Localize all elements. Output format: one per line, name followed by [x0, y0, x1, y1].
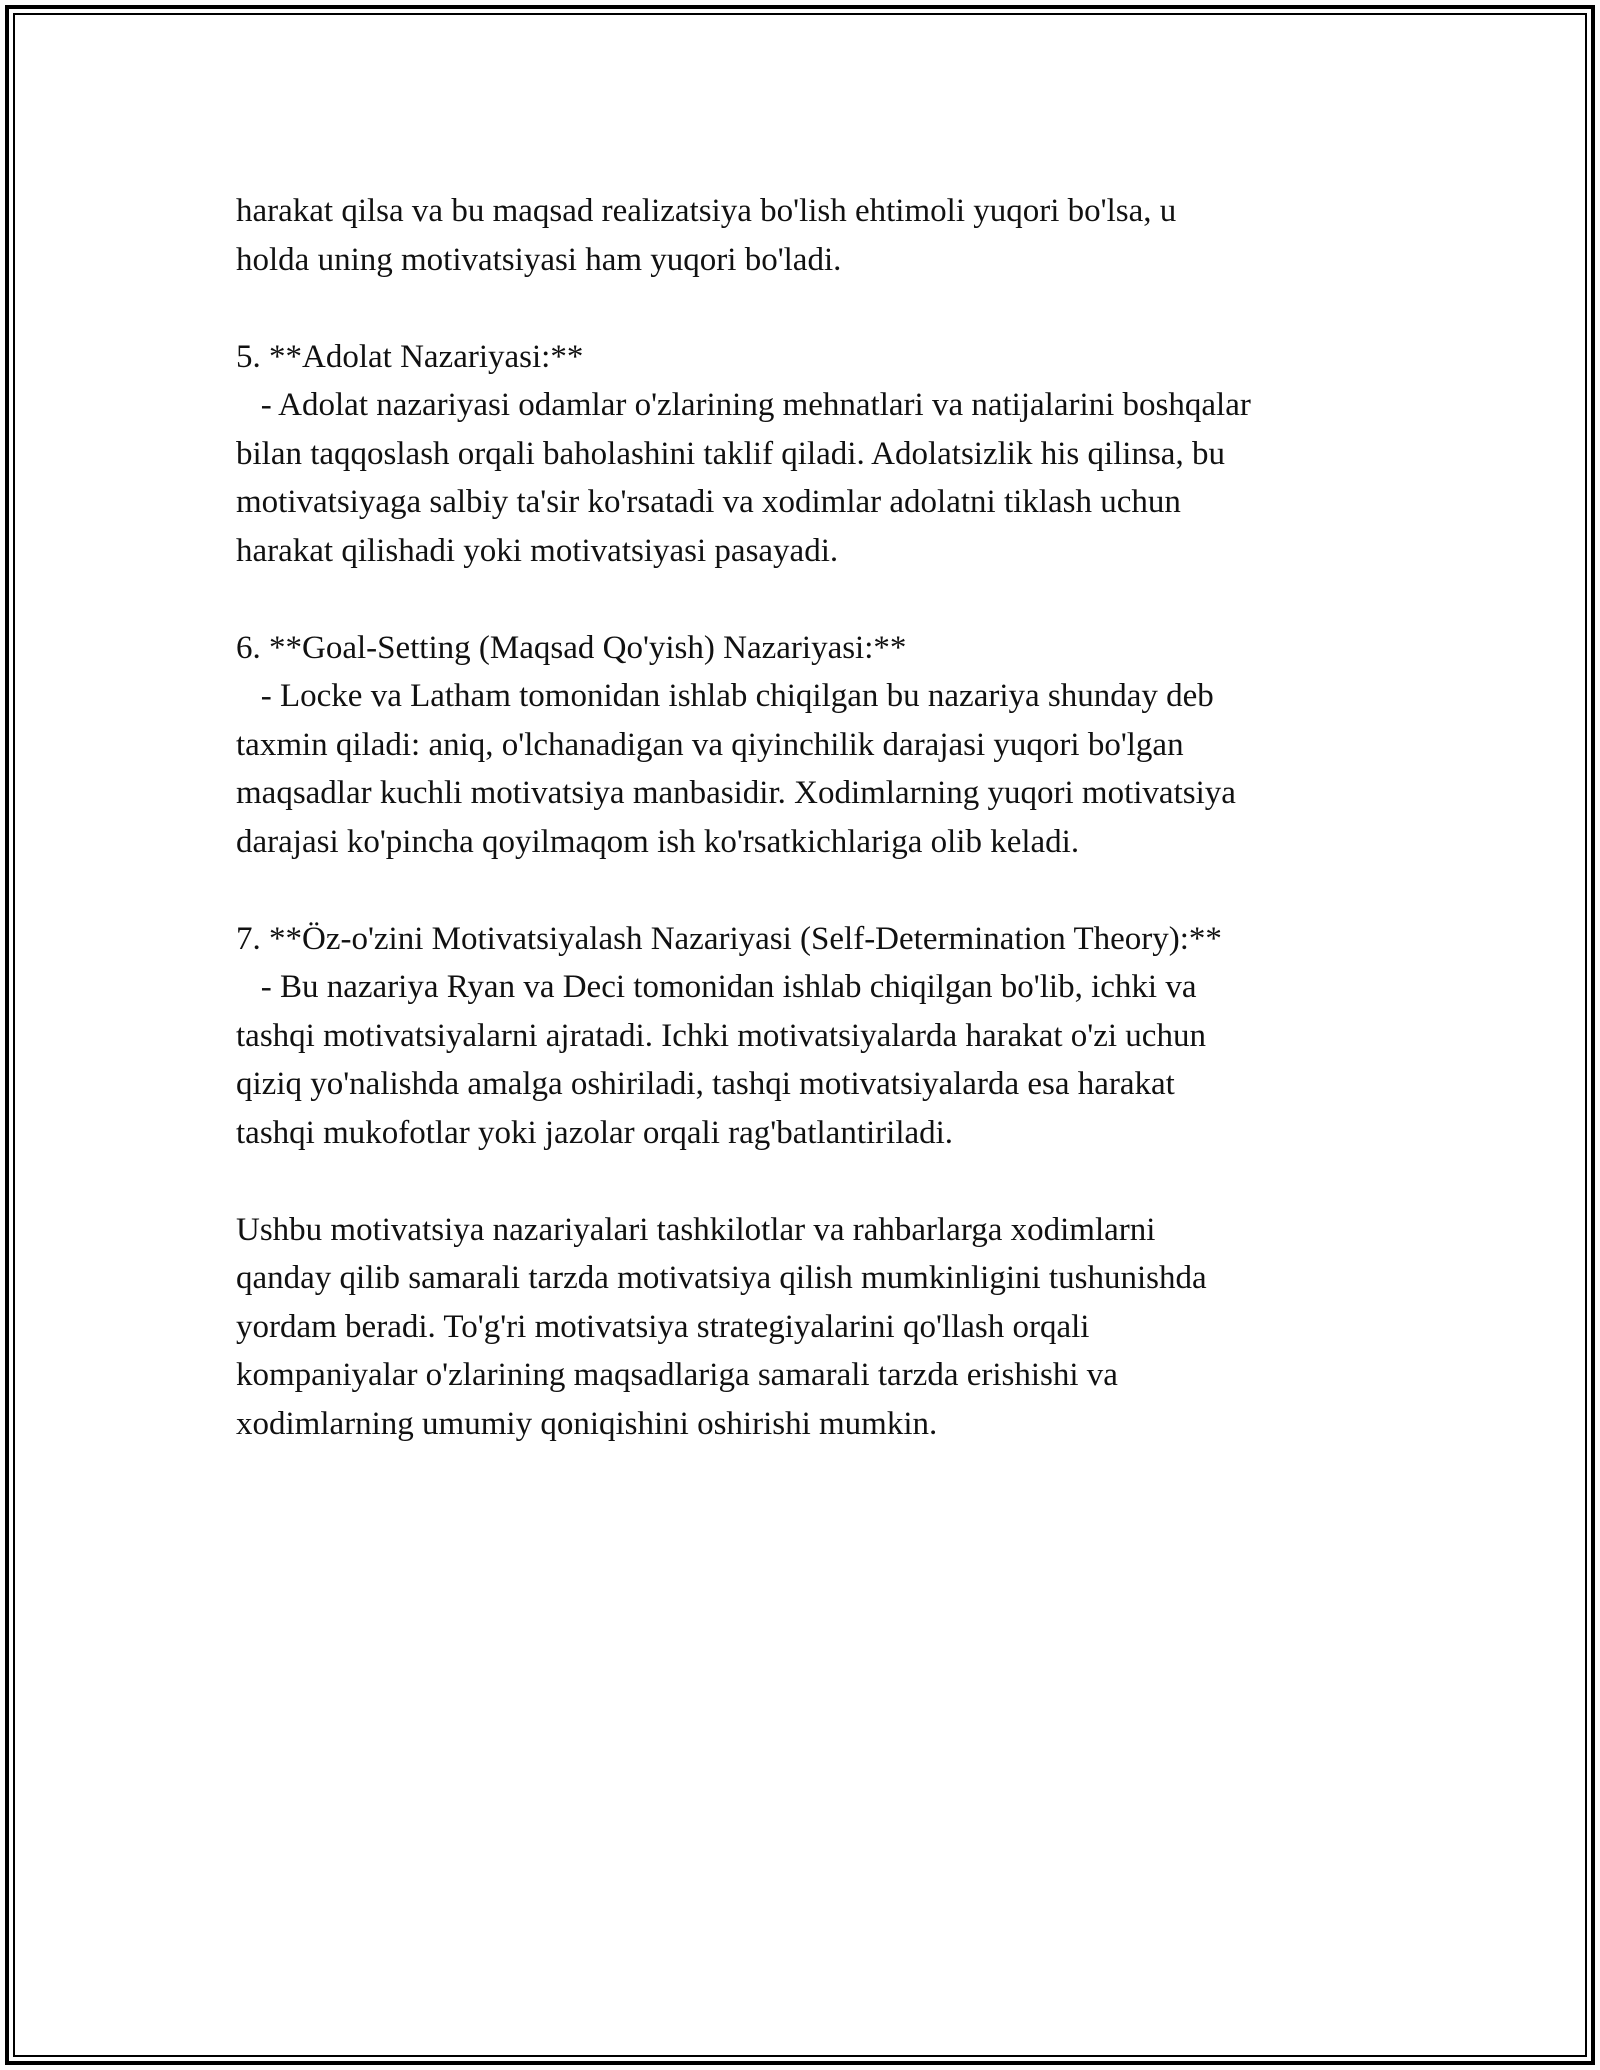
- text-line: maqsadlar kuchli motivatsiya manbasidir. Xodimlarning yuqori motivatsiya: [236, 775, 1236, 811]
- text-line: motivatsiyaga salbiy ta'sir ko'rsatadi va xodimlar adolatni tiklash uchun: [236, 484, 1181, 520]
- section-heading-7: 7. **Öz-o'zini Motivatsiyalash Nazariyasi (Self-Determination Theory):**: [236, 920, 1222, 957]
- text-line: taxmin qiladi: aniq, o'lchanadigan va qiyinchilik darajasi yuqori bo'lgan: [236, 726, 1184, 763]
- conclusion-line: qanday qilib samarali tarzda motivatsiya qilish mumkinligini tushunishda: [236, 1260, 1207, 1296]
- conclusion-line: kompaniyalar o'zlarining maqsadlariga samarali tarzda erishishi va: [236, 1357, 1118, 1393]
- document-body: [236, 187, 1416, 1448]
- text-line: - Adolat nazariyasi odamlar o'zlarining mehnatlari va natijalarini boshqalar: [236, 387, 1251, 423]
- text-line: - Bu nazariya Ryan va Deci tomonidan ishlab chiqilgan bo'lib, ichki va: [236, 969, 1197, 1005]
- text-line: bilan taqqoslash orqali baholashini taklif qiladi. Adolatsizlik his qilinsa, bu: [236, 435, 1225, 472]
- blank-line: [236, 866, 1416, 915]
- text-line: tashqi motivatsiyalarni ajratadi. Ichki motivatsiyalarda harakat o'zi uchun: [236, 1017, 1206, 1054]
- text-line: darajasi ko'pincha qoyilmaqom ish ko'rsatkichlariga olib keladi.: [236, 823, 1080, 860]
- conclusion-line: Ushbu motivatsiya nazariyalari tashkilotlar va rahbarlarga xodimlarni: [236, 1211, 1156, 1248]
- conclusion-line: xodimlarning umumiy qoniqishini oshirishi mumkin.: [236, 1405, 938, 1442]
- text-line: tashqi mukofotlar yoki jazolar orqali rag'batlantiriladi.: [236, 1114, 954, 1151]
- conclusion-line: yordam beradi. To'g'ri motivatsiya strategiyalarini qo'llash orqali: [236, 1308, 1090, 1345]
- text-line: - Locke va Latham tomonidan ishlab chiqilgan bu nazariya shunday deb: [236, 678, 1214, 714]
- blank-line: [236, 1157, 1416, 1206]
- text-line: harakat qilsa va bu maqsad realizatsiya bo'lish ehtimoli yuqori bo'lsa, u: [236, 193, 1177, 229]
- blank-line: [236, 575, 1416, 624]
- text-line: holda uning motivatsiyasi ham yuqori bo'ladi.: [236, 241, 842, 278]
- text-line: qiziq yo'nalishda amalga oshiriladi, tashqi motivatsiyalarda esa harakat: [236, 1066, 1175, 1102]
- section-heading-6: 6. **Goal-Setting (Maqsad Qo'yish) Nazariyasi:**: [236, 629, 907, 666]
- section-heading-5: 5. **Adolat Nazariyasi:**: [236, 338, 584, 375]
- blank-line: [236, 284, 1416, 333]
- text-line: harakat qilishadi yoki motivatsiyasi pasayadi.: [236, 532, 839, 569]
